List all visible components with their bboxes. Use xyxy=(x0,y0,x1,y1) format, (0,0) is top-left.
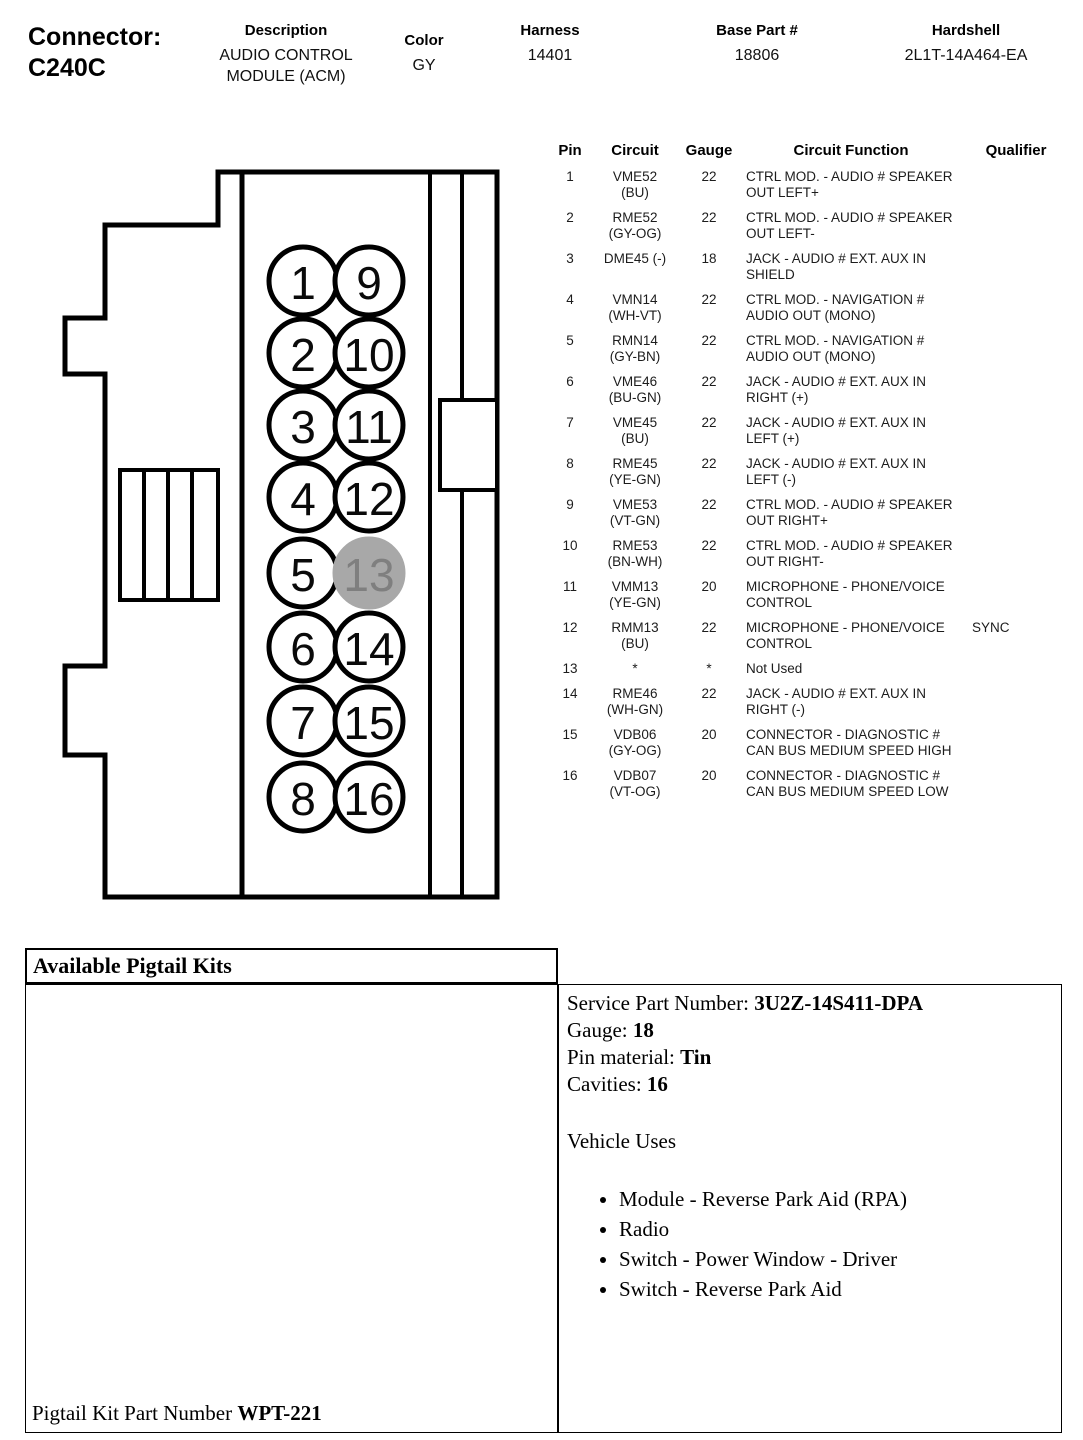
circuit-cell xyxy=(592,768,678,809)
header-field-harness xyxy=(462,22,638,66)
qualifier-cell: SYNC xyxy=(972,620,1010,635)
circuit-cell xyxy=(592,374,678,415)
gauge-cell: 20 xyxy=(701,768,717,783)
service-part-number-line xyxy=(567,990,1053,1017)
cavities-value: 16 xyxy=(646,1072,668,1096)
connector-title xyxy=(28,22,161,84)
connector-label: Connector: xyxy=(28,23,162,51)
pigtail-kit-panel xyxy=(25,984,558,1433)
gauge-cell: 22 xyxy=(701,210,717,225)
pin-11-number: 11 xyxy=(345,401,393,453)
color-value: GY xyxy=(412,57,436,74)
pin-13-number: 13 xyxy=(343,549,395,601)
circuit-code: VMM13 xyxy=(611,579,659,594)
pin-15-number: 15 xyxy=(343,697,395,749)
circuit-function-cell: CONNECTOR - DIAGNOSTIC # CAN BUS MEDIUM SPEED LOW xyxy=(746,768,949,799)
harness-value: 14401 xyxy=(527,47,573,64)
circuit-code: * xyxy=(632,661,638,676)
pigtail-kit-label: Pigtail Kit Part Number xyxy=(32,1401,233,1425)
circuit-wire-color: (BN-WH) xyxy=(607,554,663,569)
circuit-code: RME52 xyxy=(612,210,658,225)
gauge-cell: 22 xyxy=(701,374,717,389)
gauge-cell: 22 xyxy=(701,456,717,471)
circuit-wire-color: (BU) xyxy=(621,185,649,200)
description-value: AUDIO CONTROL MODULE (ACM) xyxy=(219,47,353,85)
qualifier-cell xyxy=(962,686,1070,727)
circuit-wire-color: (VT-GN) xyxy=(609,513,661,528)
pin-10-number: 10 xyxy=(343,329,395,381)
circuit-function-cell: JACK - AUDIO # EXT. AUX IN SHIELD xyxy=(746,251,927,282)
header-field-color xyxy=(386,32,462,76)
gauge-cell: 22 xyxy=(701,169,717,184)
pin-12-number: 12 xyxy=(343,473,395,525)
service-part-label: Service Part Number: xyxy=(567,991,749,1015)
pin-number-cell: 16 xyxy=(562,768,578,783)
circuit-cell xyxy=(592,538,678,579)
circuit-function-cell: JACK - AUDIO # EXT. AUX IN LEFT (+) xyxy=(746,415,927,446)
circuit-wire-color: (YE-GN) xyxy=(609,595,661,610)
pin-number-cell: 6 xyxy=(566,374,574,389)
pigtail-kit-part-number-line xyxy=(32,1401,322,1426)
color-label: Color xyxy=(404,32,444,49)
pin-number-cell: 13 xyxy=(562,661,578,676)
circuit-code: DME45 (-) xyxy=(603,251,667,266)
cavities-label: Cavities: xyxy=(567,1072,642,1096)
harness-label: Harness xyxy=(520,22,580,39)
circuit-function-cell: CTRL MOD. - AUDIO # SPEAKER OUT RIGHT+ xyxy=(746,497,953,528)
gauge-value: 18 xyxy=(632,1018,654,1042)
circuit-cell xyxy=(592,210,678,251)
connector-pins xyxy=(269,247,403,831)
gauge-label: Gauge: xyxy=(567,1018,628,1042)
pin-1-number: 1 xyxy=(290,257,316,309)
pin-number-cell: 4 xyxy=(566,292,574,307)
hardshell-label: Hardshell xyxy=(931,22,1001,39)
circuit-wire-color: (BU) xyxy=(621,636,649,651)
circuit-code: RMN14 xyxy=(612,333,658,348)
pin-number-cell: 15 xyxy=(562,727,578,742)
available-pigtail-kits-title: Available Pigtail Kits xyxy=(33,953,232,978)
pin-number-cell: 1 xyxy=(566,169,574,184)
base-part-label: Base Part # xyxy=(716,22,798,39)
pin-table-column-header: Qualifier xyxy=(985,142,1047,159)
circuit-cell xyxy=(592,333,678,374)
pin-table-column-header: Circuit Function xyxy=(793,142,909,159)
circuit-wire-color: (GY-OG) xyxy=(608,226,662,241)
pin-number-cell: 9 xyxy=(566,497,574,512)
circuit-function-cell: MICROPHONE - PHONE/VOICE CONTROL xyxy=(746,620,945,651)
gauge-cell: 22 xyxy=(701,333,717,348)
vehicle-use-item: • Switch - Reverse Park Aid xyxy=(619,1276,1053,1303)
pin-3-number: 3 xyxy=(290,401,316,453)
qualifier-cell xyxy=(962,251,1070,292)
pin-16-number: 16 xyxy=(343,773,395,825)
qualifier-cell xyxy=(962,374,1070,415)
pin-table-column-header: Pin xyxy=(558,142,582,159)
circuit-wire-color: (YE-GN) xyxy=(609,472,661,487)
vehicle-use-item: • Module - Reverse Park Aid (RPA) xyxy=(619,1186,1053,1213)
circuit-wire-color: (VT-OG) xyxy=(609,784,661,799)
pin-4-number: 4 xyxy=(290,473,316,525)
circuit-code: VME46 xyxy=(612,374,658,389)
circuit-function-cell: CTRL MOD. - AUDIO # SPEAKER OUT LEFT- xyxy=(746,210,953,241)
qualifier-cell xyxy=(962,538,1070,579)
qualifier-cell xyxy=(962,456,1070,497)
gauge-cell: * xyxy=(706,661,712,676)
gauge-cell: 20 xyxy=(701,727,717,742)
pin-number-cell: 5 xyxy=(566,333,574,348)
circuit-code: RME45 xyxy=(612,456,658,471)
qualifier-cell xyxy=(962,169,1070,210)
gauge-cell: 18 xyxy=(701,251,717,266)
pin-6-number: 6 xyxy=(290,623,316,675)
pin-number-cell: 2 xyxy=(566,210,574,225)
gauge-cell: 22 xyxy=(701,415,717,430)
circuit-function-cell: CTRL MOD. - NAVIGATION # AUDIO OUT (MONO) xyxy=(746,292,925,323)
circuit-code: VDB07 xyxy=(613,768,657,783)
circuit-cell xyxy=(592,661,678,686)
hardshell-value: 2L1T-14A464-EA xyxy=(904,47,1028,64)
header-field-description xyxy=(203,22,369,87)
pigtail-kit-number: WPT-221 xyxy=(237,1401,322,1425)
header-field-base-part xyxy=(652,22,862,66)
circuit-wire-color: (GY-BN) xyxy=(609,349,661,364)
qualifier-cell xyxy=(962,333,1070,374)
circuit-wire-color: (WH-VT) xyxy=(608,308,662,323)
circuit-cell xyxy=(592,497,678,538)
pin-7-number: 7 xyxy=(290,697,316,749)
pin-8-number: 8 xyxy=(290,773,316,825)
circuit-function-cell: CONNECTOR - DIAGNOSTIC # CAN BUS MEDIUM SPEED HIGH xyxy=(746,727,952,758)
header-field-hardshell xyxy=(862,22,1070,66)
description-label: Description xyxy=(244,22,328,39)
circuit-cell xyxy=(592,727,678,768)
pin-number-cell: 14 xyxy=(562,686,578,701)
circuit-cell xyxy=(592,292,678,333)
circuit-code: RME46 xyxy=(612,686,658,701)
circuit-cell xyxy=(592,169,678,210)
circuit-wire-color: (WH-GN) xyxy=(606,702,664,717)
base-part-value: 18806 xyxy=(734,47,780,64)
circuit-cell xyxy=(592,456,678,497)
qualifier-cell xyxy=(962,579,1070,620)
pin-material-label: Pin material: xyxy=(567,1045,675,1069)
circuit-cell xyxy=(592,686,678,727)
qualifier-cell xyxy=(962,727,1070,768)
pin-number-cell: 12 xyxy=(562,620,578,635)
cavities-line xyxy=(567,1071,1053,1098)
gauge-cell: 22 xyxy=(701,620,717,635)
circuit-function-cell: CTRL MOD. - NAVIGATION # AUDIO OUT (MONO) xyxy=(746,333,925,364)
gauge-cell: 22 xyxy=(701,497,717,512)
pin-5-number: 5 xyxy=(290,549,316,601)
service-part-panel xyxy=(558,984,1062,1433)
vehicle-uses-list xyxy=(619,1186,1053,1303)
circuit-cell xyxy=(592,415,678,456)
pin-number-cell: 3 xyxy=(566,251,574,266)
qualifier-cell xyxy=(962,768,1070,809)
pin-14-number: 14 xyxy=(343,623,395,675)
pin-material-line xyxy=(567,1044,1053,1071)
circuit-code: VDB06 xyxy=(613,727,657,742)
connector-diagram xyxy=(55,160,510,905)
circuit-code: VME52 xyxy=(612,169,658,184)
pin-number-cell: 8 xyxy=(566,456,574,471)
qualifier-cell xyxy=(962,415,1070,456)
qualifier-cell xyxy=(962,497,1070,538)
circuit-function-cell: CTRL MOD. - AUDIO # SPEAKER OUT RIGHT- xyxy=(746,538,953,569)
pin-2-number: 2 xyxy=(290,329,316,381)
connector-id: C240C xyxy=(28,54,106,82)
pin-table xyxy=(548,142,1070,809)
qualifier-cell xyxy=(962,292,1070,333)
circuit-code: VMN14 xyxy=(612,292,658,307)
circuit-code: RMM13 xyxy=(611,620,659,635)
circuit-code: VME53 xyxy=(612,497,658,512)
circuit-code: RME53 xyxy=(612,538,658,553)
circuit-wire-color: (GY-OG) xyxy=(608,743,662,758)
gauge-cell: 22 xyxy=(701,292,717,307)
circuit-wire-color: (BU-GN) xyxy=(608,390,662,405)
circuit-cell xyxy=(592,579,678,620)
circuit-function-cell: Not Used xyxy=(746,661,803,676)
qualifier-cell xyxy=(962,661,1070,686)
pin-number-cell: 11 xyxy=(562,579,577,594)
circuit-cell xyxy=(592,620,678,661)
service-part-number: 3U2Z-14S411-DPA xyxy=(754,991,923,1015)
vehicle-use-item: • Switch - Power Window - Driver xyxy=(619,1246,1053,1273)
gauge-cell: 20 xyxy=(701,579,717,594)
available-pigtail-kits-header xyxy=(25,948,558,984)
circuit-wire-color: (BU) xyxy=(621,431,649,446)
circuit-function-cell: MICROPHONE - PHONE/VOICE CONTROL xyxy=(746,579,945,610)
gauge-cell: 22 xyxy=(701,538,717,553)
circuit-function-cell: JACK - AUDIO # EXT. AUX IN RIGHT (-) xyxy=(746,686,927,717)
pin-table-column-header: Gauge xyxy=(685,142,733,159)
vehicle-use-item: • Radio xyxy=(619,1216,1053,1243)
circuit-code: VME45 xyxy=(612,415,658,430)
connector-latch xyxy=(440,400,497,490)
qualifier-cell xyxy=(962,210,1070,251)
pin-table-column-header: Circuit xyxy=(611,142,659,159)
circuit-cell xyxy=(592,251,678,292)
circuit-function-cell: CTRL MOD. - AUDIO # SPEAKER OUT LEFT+ xyxy=(746,169,953,200)
pin-9-number: 9 xyxy=(356,257,382,309)
pin-number-cell: 10 xyxy=(562,538,578,553)
circuit-function-cell: JACK - AUDIO # EXT. AUX IN RIGHT (+) xyxy=(746,374,927,405)
gauge-cell: 22 xyxy=(701,686,717,701)
pin-number-cell: 7 xyxy=(566,415,574,430)
circuit-function-cell: JACK - AUDIO # EXT. AUX IN LEFT (-) xyxy=(746,456,927,487)
gauge-line xyxy=(567,1017,1053,1044)
pin-material-value: Tin xyxy=(680,1045,712,1069)
vehicle-uses-title: Vehicle Uses xyxy=(567,1129,677,1153)
